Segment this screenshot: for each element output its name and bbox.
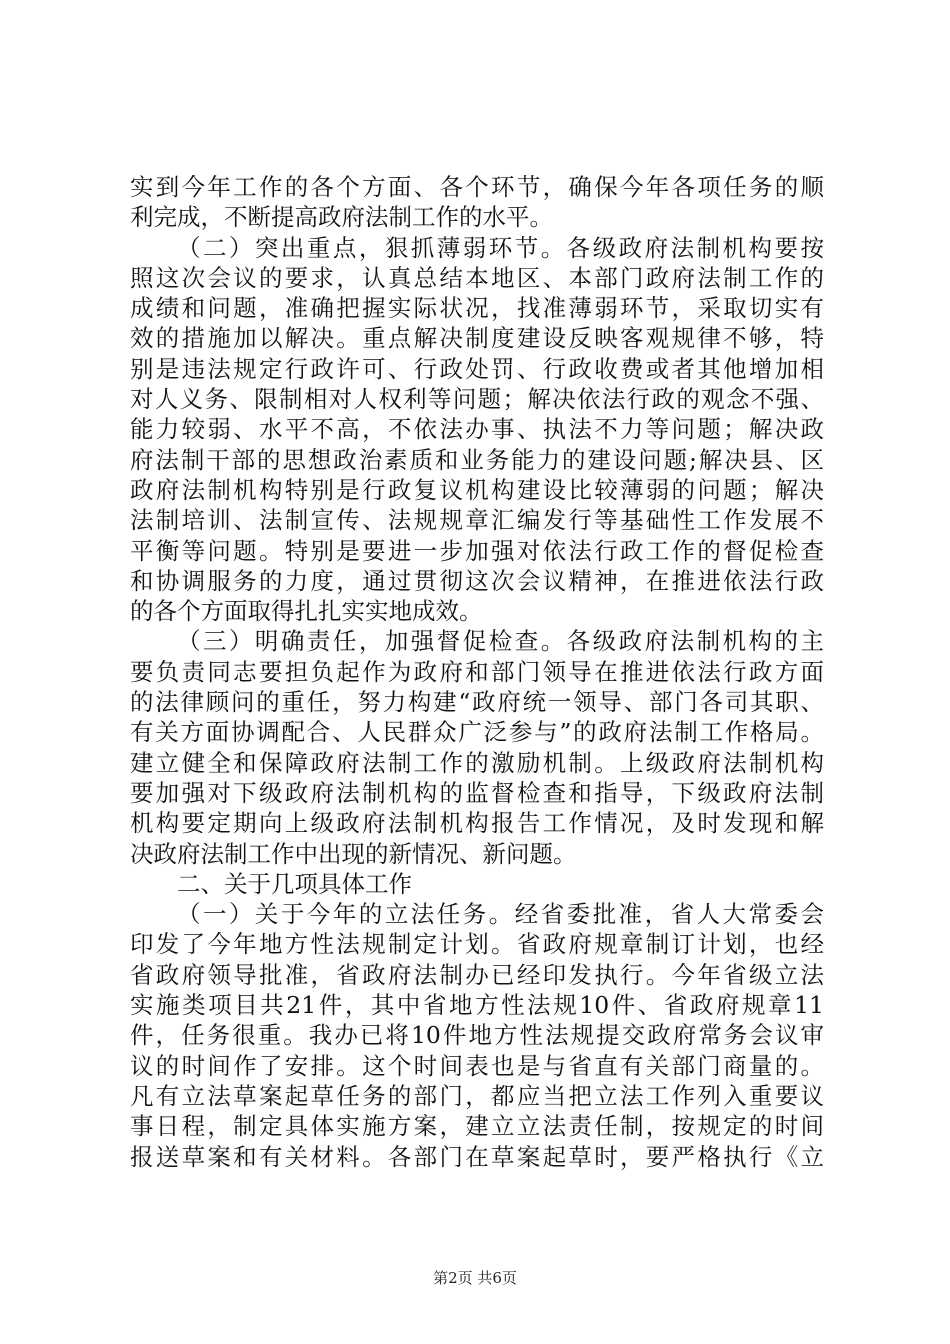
document-body [130,172,824,1172]
page-number-footer: 第2页 共6页 [433,1269,517,1287]
text-line: 凡有立法草案起草任务的部门，都应当把立法工作列入重要议 [130,1081,824,1110]
text-line: 机构要定期向上级政府法制机构报告工作情况，及时发现和解 [130,809,824,838]
text-line: 要加强对下级政府法制机构的监督检查和指导，下级政府法制 [130,778,824,807]
text-line: 有关方面协调配合、人民群众广泛参与”的政府法制工作格局。 [130,718,824,747]
text-line: 成绩和问题，准确把握实际状况，找准薄弱环节，采取切实有 [130,294,824,323]
text-line: 别是违法规定行政许可、行政处罚、行政收费或者其他增加相 [130,354,824,383]
text-line: 和协调服务的力度，通过贯彻这次会议精神，在推进依法行政 [130,566,824,595]
text-line: 利完成，不断提高政府法制工作的水平。 [130,203,553,232]
text-line: 要负责同志要担负起作为政府和部门领导在推进依法行政方面 [130,657,824,686]
text-line: 政府法制机构特别是行政复议机构建设比较薄弱的问题；解决 [130,475,824,504]
text-line: 件，任务很重。我办已将10件地方性法规提交政府常务会议审 [130,1021,824,1050]
paragraph-heading-line: （二）突出重点，狠抓薄弱环节。各级政府法制机构要按 [177,233,824,262]
text-line: 印发了今年地方性法规制定计划。省政府规章制订计划，也经 [130,930,824,959]
text-line: 的法律顾问的重任，努力构建“政府统一领导、部门各司其职、 [130,688,824,717]
text-line: 实施类项目共21件，其中省地方性法规10件、省政府规章11 [130,991,824,1020]
text-line: 事日程，制定具体实施方案，建立立法责任制，按规定的时间 [130,1112,824,1141]
text-line: 平衡等问题。特别是要进一步加强对依法行政工作的督促检查 [130,536,824,565]
paragraph-heading-line: （一）关于今年的立法任务。经省委批准，省人大常委会 [177,900,824,929]
section-heading: 二、关于几项具体工作 [177,869,412,898]
text-line: 议的时间作了安排。这个时间表也是与省直有关部门商量的。 [130,1051,824,1080]
text-line: 省政府领导批准，省政府法制办已经印发执行。今年省级立法 [130,960,824,989]
text-line: 能力较弱、水平不高，不依法办事、执法不力等问题；解决政 [130,415,824,444]
text-line: 对人义务、限制相对人权利等问题；解决依法行政的观念不强、 [130,385,824,414]
text-line: 报送草案和有关材料。各部门在草案起草时，要严格执行《立 [130,1142,824,1171]
text-line: 建立健全和保障政府法制工作的激励机制。上级政府法制机构 [130,748,824,777]
text-line: 决政府法制工作中出现的新情况、新问题。 [130,839,577,868]
text-line: 法制培训、法制宣传、法规规章汇编发行等基础性工作发展不 [130,506,824,535]
text-line: 效的措施加以解决。重点解决制度建设反映客观规律不够，特 [130,324,824,353]
paragraph-heading-line: （三）明确责任，加强督促检查。各级政府法制机构的主 [177,627,824,656]
text-line: 实到今年工作的各个方面、各个环节，确保今年各项任务的顺 [130,173,824,201]
text-line: 的各个方面取得扎扎实实地成效。 [130,597,483,626]
text-line: 照这次会议的要求，认真总结本地区、本部门政府法制工作的 [130,263,824,292]
text-line: 府法制干部的思想政治素质和业务能力的建设问题;解决县、区 [130,445,824,474]
